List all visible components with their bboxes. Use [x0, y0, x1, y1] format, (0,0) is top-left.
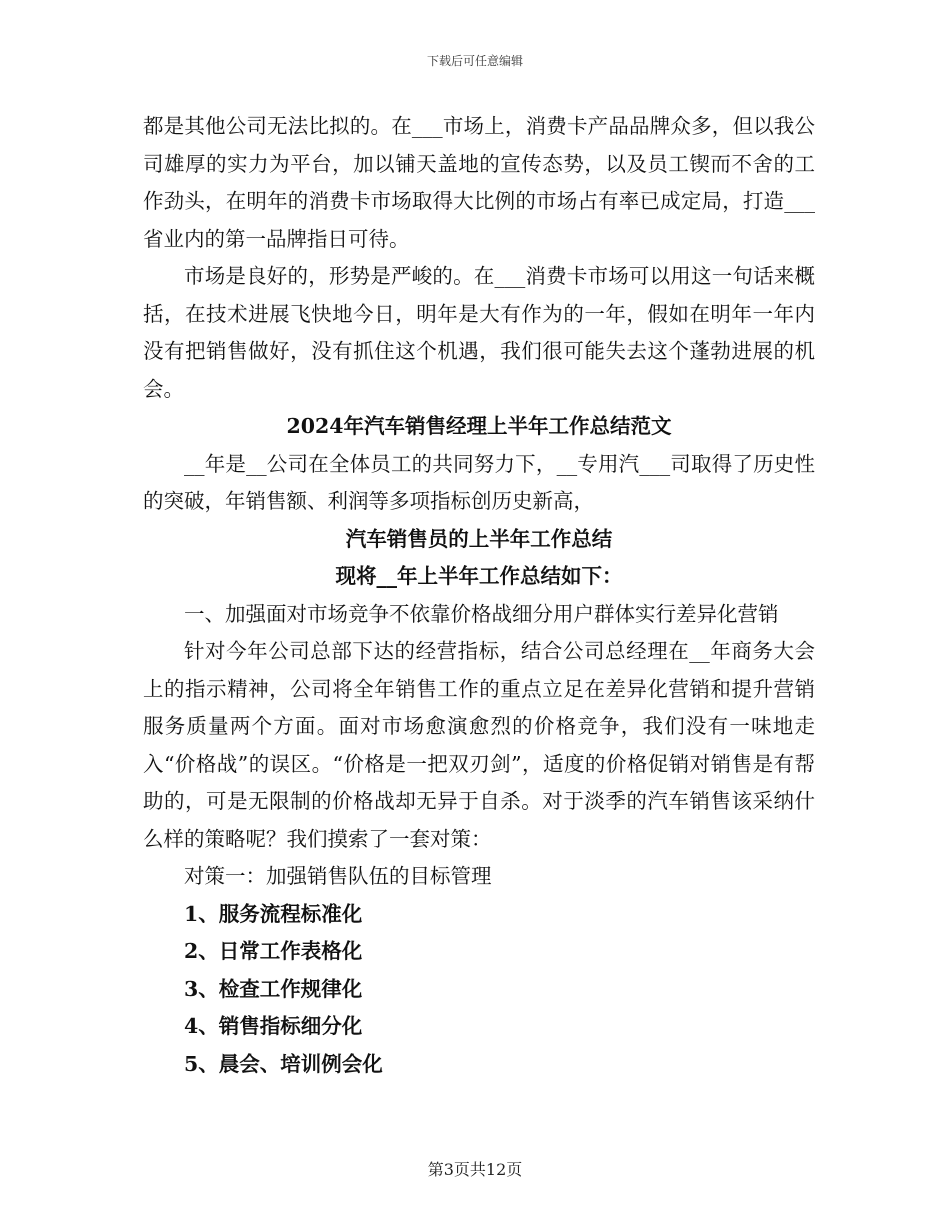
list-item: 5、晨会、培训例会化	[184, 1051, 383, 1076]
list-item: 3、检查工作规律化	[184, 976, 363, 1001]
paragraph-strategy: 针对今年公司总部下达的经营指标，结合公司总经理在__年商务大会上的指示精神，公司将全年销售工作的重点立足在差异化营销和提升营销服务质量两个方面。面对市场愈演愈烈的价格竞争，我们没有一味地走入“价格战”的误区。“价格是一把双刃剑”，适度的价格促销对销售是有帮助的，可是无限制的价格战却无异于自杀。对于淡季的汽车销售该采纳什么样的策略呢？我们摸索了一套对策：	[143, 639, 815, 851]
list-item: 2、日常工作表格化	[184, 939, 363, 963]
list-item: 4、销售指标细分化	[184, 1014, 363, 1038]
paragraph-point-one: 一、加强面对市场竞争不依靠价格战细分用户群体实行差异化营销	[184, 601, 779, 626]
section-heading-2024: 2024年汽车销售经理上半年工作总结范文	[286, 414, 672, 438]
section-heading-summary: 现将__年上半年工作总结如下：	[335, 564, 623, 588]
page-footer: 第3页共12页	[427, 1160, 523, 1179]
document-body	[143, 108, 815, 1083]
paragraph-countermeasure-one: 对策一：加强销售队伍的目标管理	[184, 864, 492, 888]
list-item: 1、服务流程标准化	[184, 901, 363, 926]
paragraph-achievement: __年是__公司在全体员工的共同努力下，__专用汽___司取得了历史性的突破，年销售额、利润等多项指标创历史新高，	[143, 451, 815, 513]
paragraph-market: 市场是良好的，形势是严峻的。在___消费卡市场可以用这一句话来概括，在技术进展飞快地今日，明年是大有作为的一年，假如在明年一年内没有把销售做好，没有抓住这个机遇，我们很可能失去这个蓬勃进展的机会。	[143, 264, 815, 401]
page-header: 下载后可任意编辑	[426, 54, 523, 68]
paragraph-continuation: 都是其他公司无法比拟的。在___市场上，消费卡产品品牌众多，但以我公司雄厚的实力为平台，加以铺天盖地的宣传态势，以及员工锲而不舍的工作劲头，在明年的消费卡市场取得大比例的市场占有率已成定局，打造___省业内的第一品牌指日可待。	[143, 114, 815, 251]
section-heading-salesperson: 汽车销售员的上半年工作总结	[345, 526, 613, 551]
